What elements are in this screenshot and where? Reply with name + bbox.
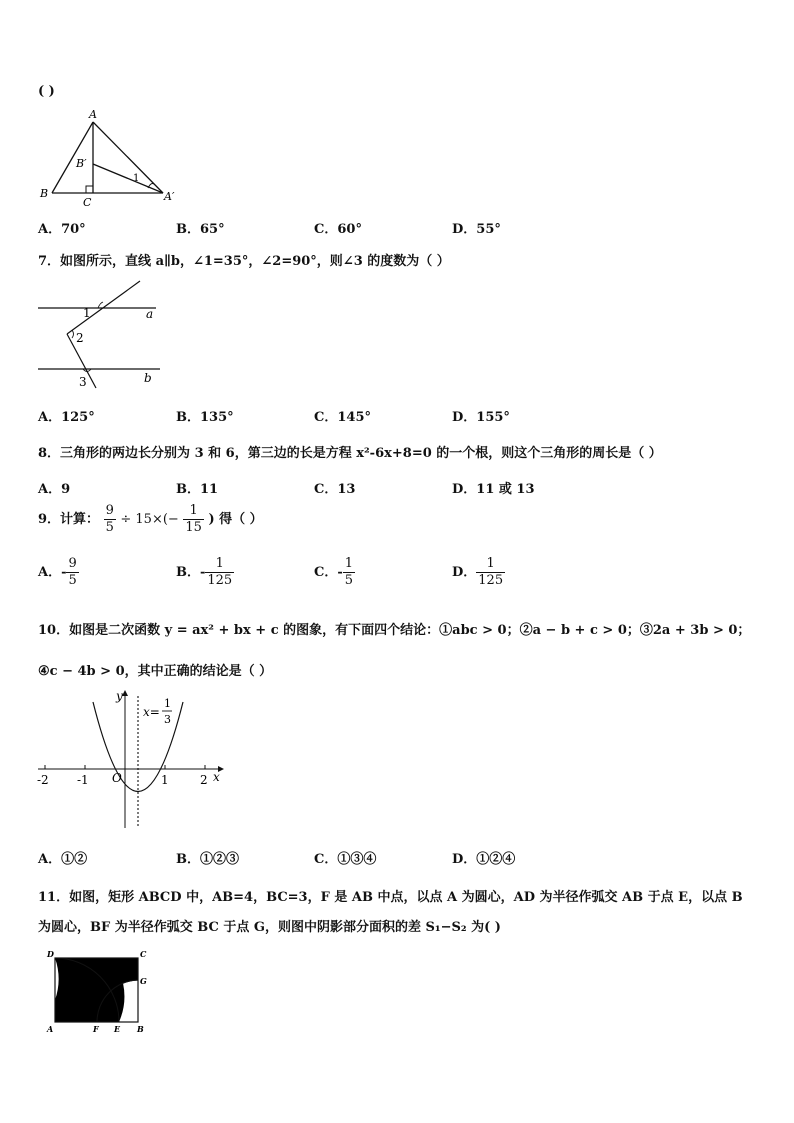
q7-label-2: 2 [76,331,84,345]
q6-option-a[interactable]: A．70° [38,222,86,237]
q8-option-b[interactable]: B．11 [176,482,219,497]
q6-option-b[interactable]: B．65° [176,222,225,237]
q11-label-E: E [114,1024,121,1034]
q10-symmetry-den: 3 [164,713,171,726]
q7-option-d[interactable]: D．155° [452,410,510,425]
q9-option-b[interactable]: B．- $\frac{1}{125}$ [176,556,233,588]
q7-label-1: 1 [83,306,91,320]
q8-option-d[interactable]: D．11 或 13 [452,482,535,497]
q7-parallel-lines-figure [36,278,166,390]
q10-symmetry-label: x= [143,705,160,719]
q11-label-G: G [140,976,147,986]
q10-option-a[interactable]: A．①② [38,852,88,867]
q10-stem-line1: 10．如图是二次函数 y = ax² + bx + c 的图象，有下面四个结论：①abc > 0；②a − b + c > 0；③2a + 3b > 0； [38,623,751,638]
q7-option-b[interactable]: B．135° [176,410,234,425]
q10-tick-neg2: -2 [37,773,49,787]
q6-triangle-figure [30,100,190,210]
q6-label-Bprime: B′ [76,157,87,170]
q7-option-a[interactable]: A．125° [38,410,95,425]
q9-suffix: ) 得（ ） [208,512,263,527]
q9-fraction-1: $\frac{9}{5}$ [105,503,114,535]
q10-tick-neg1: -1 [77,773,89,787]
q9-stem [38,503,263,536]
q10-parabola-figure [34,688,234,830]
q7-label-a: a [146,307,154,321]
q10-option-d[interactable]: D．①②④ [452,852,516,867]
q11-label-A: A [47,1024,54,1034]
q11-label-C: C [140,949,147,959]
q11-stem-line2: 为圆心，BF 为半径作弧交 BC 于点 G，则图中阴影部分面积的差 S₁−S₂ 为( ) [38,920,501,935]
q10-option-b[interactable]: B．①②③ [176,852,239,867]
q6-label-1: 1 [133,173,140,184]
q10-option-c[interactable]: C．①③④ [314,852,377,867]
q8-option-a[interactable]: A．9 [38,482,71,497]
q6-answer-bracket: ( ) [38,84,55,99]
q11-stem-line1: 11．如图，矩形 ABCD 中，AB=4，BC=3，F 是 AB 中点，以点 A 为圆心，AD 为半径作弧交 AB 于点 E，以点 B [38,890,743,905]
q8-stem: 8．三角形的两边长分别为 3 和 6，第三边的长是方程 x²-6x+8=0 的一个根，则这个三角形的周长是（ ） [38,446,662,461]
q6-label-A: A [89,108,97,121]
q7-option-c[interactable]: C．145° [314,410,371,425]
q8-option-c[interactable]: C．13 [314,482,356,497]
q7-label-3: 3 [79,375,87,389]
q9-prefix: 9．计算： [38,512,100,527]
q6-option-c[interactable]: C．60° [314,222,362,237]
q11-label-F: F [93,1024,99,1034]
q10-axis-x-label: x [213,770,220,784]
q7-label-b: b [144,371,152,385]
q6-label-C: C [83,196,92,209]
q11-label-D: D [47,949,54,959]
q9-middle: ÷ 15×(− [120,512,179,527]
q9-option-a[interactable]: A．- $\frac{9}{5}$ [38,556,77,588]
q9-fraction-2: $\frac{1}{15}$ [185,503,202,535]
q10-symmetry-num: 1 [164,697,171,710]
q10-tick-2: 2 [200,773,208,787]
q10-origin-label: O [112,771,122,785]
q9-option-d[interactable]: D． $\frac{1}{125}$ [452,556,504,588]
q6-label-B: B [40,187,49,200]
q7-stem: 7．如图所示，直线 a∥b，∠1=35°，∠2=90°，则∠3 的度数为（ ） [38,254,450,269]
q10-axis-y-label: y [116,689,123,703]
q10-stem-line2: ④c − 4b > 0，其中正确的结论是（ ） [38,664,273,679]
q10-tick-1: 1 [161,773,169,787]
q6-label-Aprime: A′ [164,190,175,203]
q9-option-c[interactable]: C．- $\frac{1}{5}$ [314,556,354,588]
q11-rectangle-figure [40,945,160,1040]
q6-option-d[interactable]: D．55° [452,222,501,237]
q11-label-B: B [137,1024,144,1034]
